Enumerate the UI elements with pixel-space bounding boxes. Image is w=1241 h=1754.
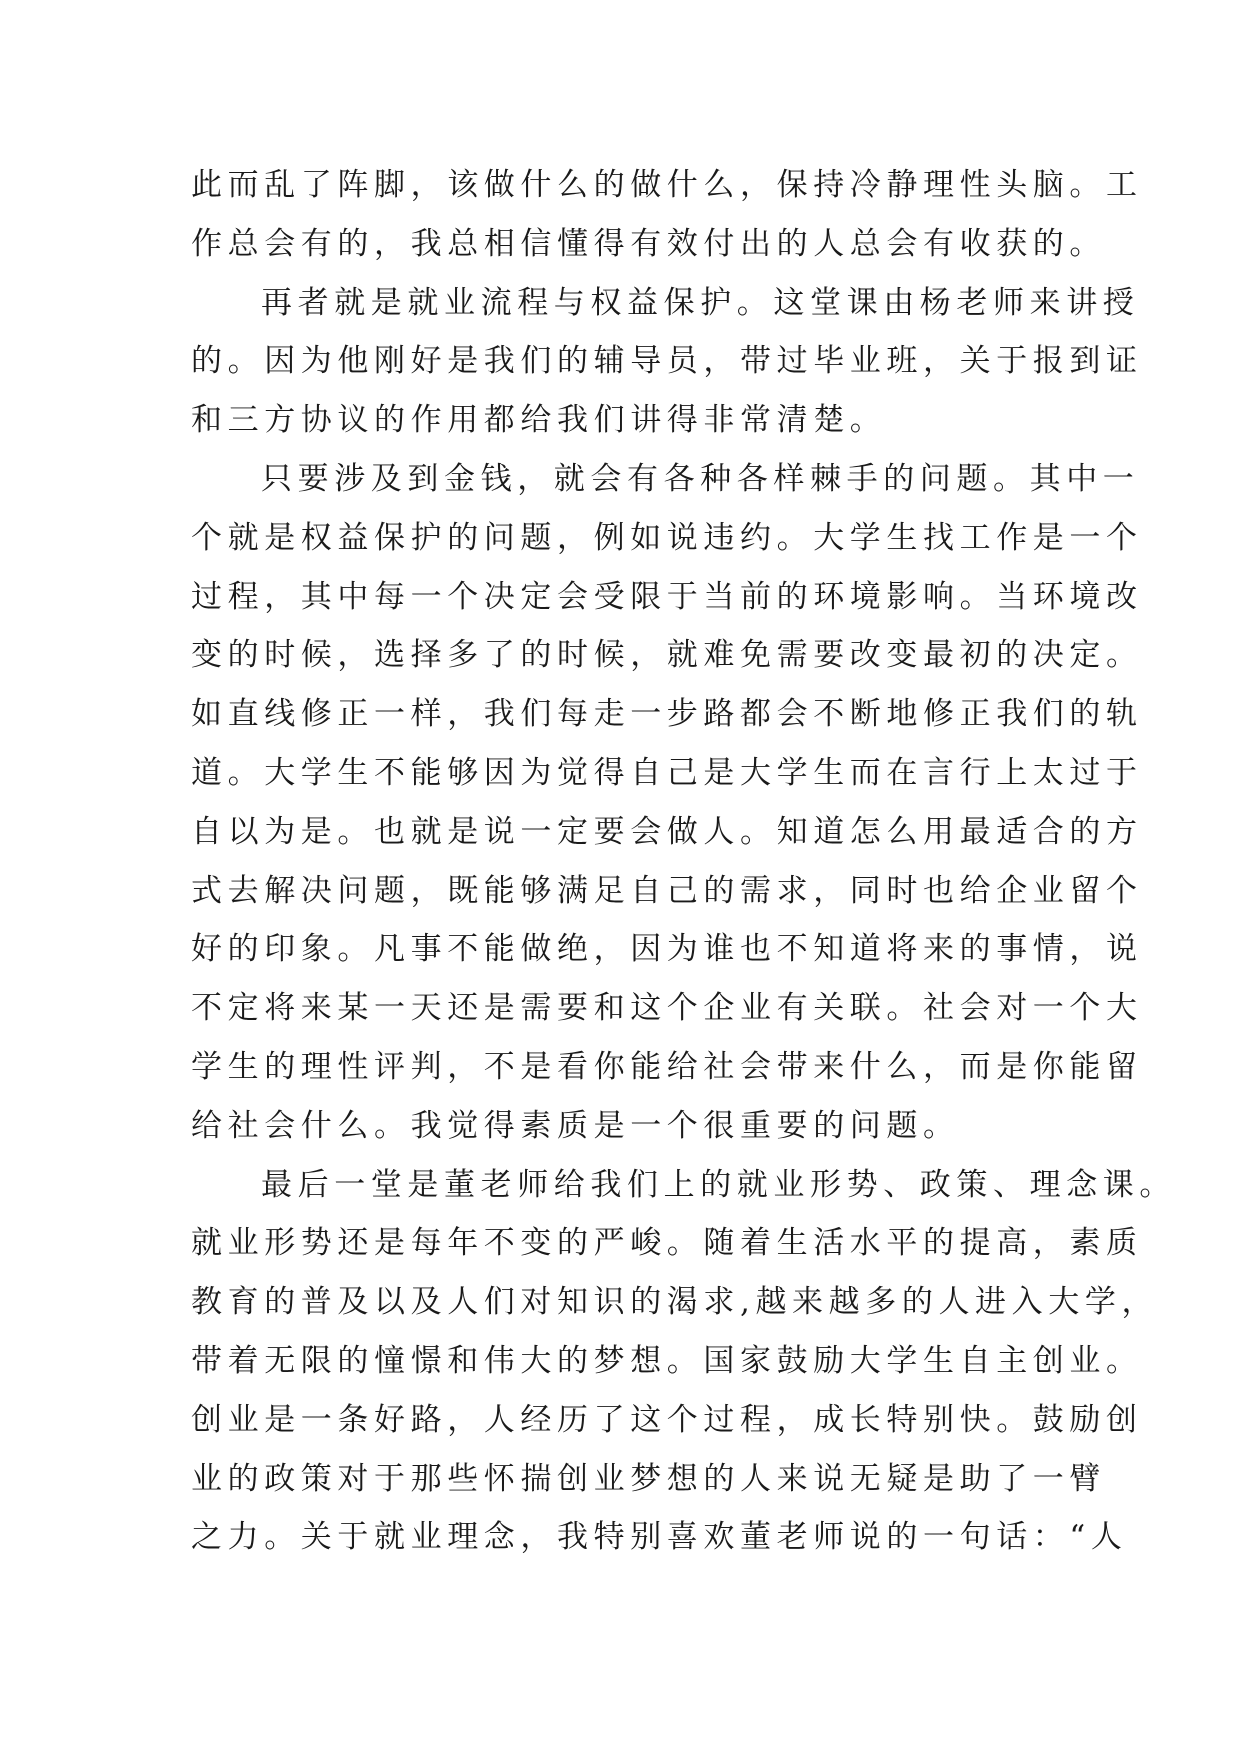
text-line: 只要涉及到金钱，就会有各种各样棘手的问题。其中一 bbox=[261, 460, 1140, 497]
text-line: 不定将来某一天还是需要和这个企业有关联。社会对一个大 bbox=[191, 990, 1143, 1027]
text-line: 变的时候，选择多了的时候，就难免需要改变最初的决定。 bbox=[191, 637, 1143, 674]
text-line: 作总会有的，我总相信懂得有效付出的人总会有收获的。 bbox=[191, 225, 1106, 262]
text-line: 的。因为他刚好是我们的辅导员，带过毕业班，关于报到证 bbox=[191, 343, 1143, 380]
text-line: 最后一堂是董老师给我们上的就业形势、政策、理念课。 bbox=[261, 1166, 1176, 1203]
text-line: 创业是一条好路，人经历了这个过程，成长特别快。鼓励创 bbox=[191, 1401, 1143, 1438]
text-line: 自以为是。也就是说一定要会做人。知道怎么用最适合的方 bbox=[191, 813, 1143, 850]
text-line: 如直线修正一样，我们每走一步路都会不断地修正我们的轨 bbox=[191, 696, 1143, 733]
text-line: 之力。关于就业理念，我特别喜欢董老师说的一句话：“人 bbox=[191, 1519, 1128, 1556]
text-line: 给社会什么。我觉得素质是一个很重要的问题。 bbox=[191, 1107, 960, 1144]
text-line: 道。大学生不能够因为觉得自己是大学生而在言行上太过于 bbox=[191, 754, 1143, 791]
text-line: 和三方协议的作用都给我们讲得非常清楚。 bbox=[191, 402, 887, 439]
text-line: 个就是权益保护的问题，例如说违约。大学生找工作是一个 bbox=[191, 519, 1143, 556]
text-line: 再者就是就业流程与权益保护。这堂课由杨老师来讲授 bbox=[261, 284, 1140, 321]
text-line: 此而乱了阵脚，该做什么的做什么，保持冷静理性头脑。工 bbox=[191, 167, 1143, 203]
text-line: 式去解决问题，既能够满足自己的需求，同时也给企业留个 bbox=[191, 872, 1143, 909]
text-line: 学生的理性评判，不是看你能给社会带来什么，而是你能留 bbox=[191, 1048, 1143, 1085]
text-line: 带着无限的憧憬和伟大的梦想。国家鼓励大学生自主创业。 bbox=[191, 1342, 1143, 1379]
text-line: 教育的普及以及人们对知识的渴求,越来越多的人进入大学， bbox=[191, 1284, 1159, 1321]
text-line: 就业形势还是每年不变的严峻。随着生活水平的提高，素质 bbox=[191, 1225, 1143, 1262]
text-line: 业的政策对于那些怀揣创业梦想的人来说无疑是助了一臂 bbox=[191, 1460, 1106, 1497]
text-line: 过程，其中每一个决定会受限于当前的环境影响。当环境改 bbox=[191, 578, 1143, 615]
body-text bbox=[191, 156, 1176, 1567]
text-line: 好的印象。凡事不能做绝，因为谁也不知道将来的事情，说 bbox=[191, 931, 1143, 968]
